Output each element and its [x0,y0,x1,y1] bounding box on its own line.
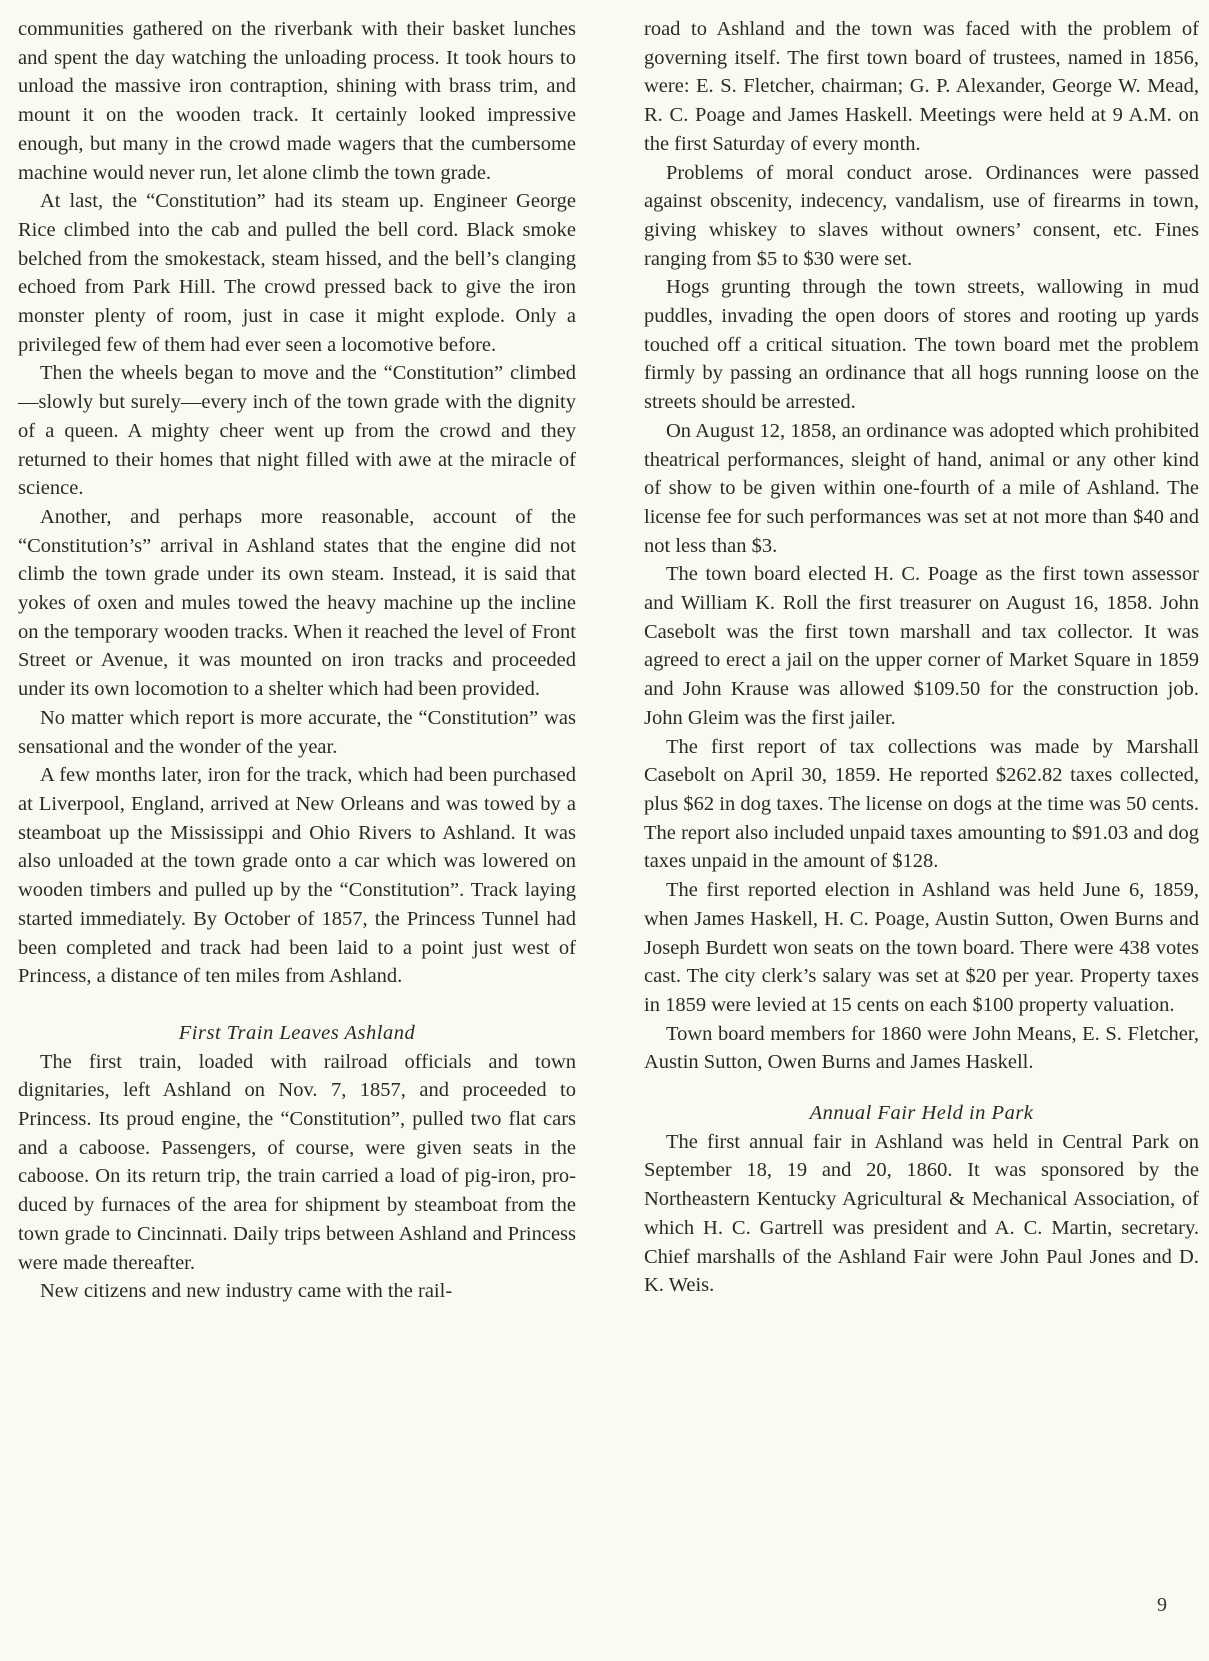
paragraph: The first report of tax collections was made by Marshall Casebolt on April 30, 1859. He reported $262.82 taxes collected, plus $62 in dog taxes. The license on dogs at the time was 50 cents. The report also included unpaid taxes amounting to $91.03 and dog taxes unpaid in the amount of $128. [644,735,1199,873]
section-heading-annual-fair: Annual Fair Held in Park [809,1102,1034,1125]
paragraph: On August 12, 1858, an ordinance was adopted which prohibited theatrical performances, sleight of hand, animal or any other kind of show to be given within one-fourth of a mile of Ashland. The license fee for such performances was set at not more than $40 and not less than $3. [644,419,1199,557]
paragraph: communities gathered on the riverbank with their basket lunches and spent the day watching the unloading process. It took hours to unload the massive iron contraption, shining with brass trim, and mount it on the wooden track. It certainly looked impressive enough, but many in the crowd made wagers that the cumbersome machine would never run, let alone climb the town grade. [18,18,576,184]
paragraph: The town board elected H. C. Poage as the first town assessor and William K. Roll the first treasurer on August 16, 1858. John Casebolt was the first town marshall and tax collector. It was agreed to erect a jail on the upper corner of Market Square in 1859 and John Krause was allowed $109.50 for the construction job. John Gleim was the first jailer. [644,563,1199,729]
paragraph: Hogs grunting through the town streets, wallowing in mud puddles, invading the open doors of stores and rooting up yards touched off a critical situation. The town board met the problem firmly by passing an ordinance that all hogs running loose on the streets should be arrested. [644,276,1199,414]
paragraph: The first reported election in Ashland was held June 6, 1859, when James Haskell, H. C. Poage, Austin Sutton, Owen Burns and Joseph Burdett won seats on the town board. There were 438 votes cast. The city clerk’s salary was set at $20 per year. Property taxes in 1859 were levied at 15 cents on each $100 property valuation. [644,879,1199,1016]
section-heading-first-train: First Train Leaves Ashland [178,1021,416,1044]
paragraph: road to Ashland and the town was faced with the problem of governing itself. The first town board of trustees, named in 1856, were: E. S. Fletcher, chairman; G. P. Alexander, George W. Mead, R. C. Poage and James Haskell. Meetings were held at 9 A.M. on the first Saturday of every month. [644,18,1199,155]
left-column [18,15,576,1306]
paragraph: Town board members for 1860 were John Means, E. S. Fletcher, Austin Sutton, Owen Burns and James Haskell. [644,1022,1199,1074]
page-number: 9 [1157,1594,1167,1616]
paragraph: The first annual fair in Ashland was held in Central Park on September 18, 19 and 20, 1860. It was sponsored by the Northeastern Kentucky Agricultural & Mechanical Association, of which H. C. Gartrell was president and A. C. Martin, secretary. Chief marshalls of the Ashland Fair were John Paul Jones and D. K. Weis. [644,1130,1199,1297]
paragraph: Problems of moral conduct arose. Ordinances were passed against obscenity, indecency, vandalism, use of firearms in town, giving whiskey to slaves without owners’ consent, etc. Fines ranging from $5 to $30 were set. [644,161,1199,270]
paragraph: A few months later, iron for the track, which had been purchased at Liverpool, England, arrived at New Orleans and was towed by a steamboat up the Mississippi and Ohio Rivers to Ashland. It was also unloaded at the town grade onto a car which was lowered on wooden timbers and pulled up by the “Constitution”. Track laying started immediately. By October of 1857, the Princess Tunnel had been completed and track had been laid to a point just west of Princess, a distance of ten miles from Ashland. [18,764,576,988]
paragraph: New citizens and new industry came with the rail- [40,1280,453,1303]
paragraph: No matter which report is more accurate, the “Constitution” was sensational and the wonder of the year. [18,706,576,758]
paragraph: At last, the “Constitution” had its steam up. Engineer George Rice climbed into the cab and pulled the bell cord. Black smoke belched from the smokestack, steam hissed, and the bell’s clanging echoed from Park Hill. The crowd pressed back to give the iron monster plenty of room, just in case it might explode. Only a privileged few of them had ever seen a locomotive before. [18,190,576,356]
paragraph: The first train, loaded with railroad officials and town dignitaries, left Ashland on Nov. 7, 1857, and proceeded to Princess. Its proud engine, the “Constitution”, pulled two flat cars and a caboose. Passengers, of course, were given seats in the caboose. On its return trip, the train carried a load of pig-iron, produced by furnaces of the area for shipment by steamboat from the town grade to Cincinnati. Daily trips between Ashland and Princess were made thereafter. [18,1050,576,1274]
paragraph: Another, and perhaps more reasonable, account of the “Constitution’s” arrival in Ashland states that the engine did not climb the town grade under its own steam. Instead, it is said that yokes of oxen and mules towed the heavy machine up the incline on the temporary wooden tracks. When it reached the level of Front Street or Avenue, it was mounted on iron tracks and proceeded under its own locomotion to a shelter which had been provided. [18,505,576,701]
paragraph: Then the wheels began to move and the “Constitution” climbed—slowly but surely—every inch of the town grade with the dignity of a queen. A mighty cheer went up from the crowd and they returned to their homes that night filled with awe at the miracle of science. [18,362,576,500]
right-column [644,15,1199,1300]
document-page [18,15,1199,1635]
